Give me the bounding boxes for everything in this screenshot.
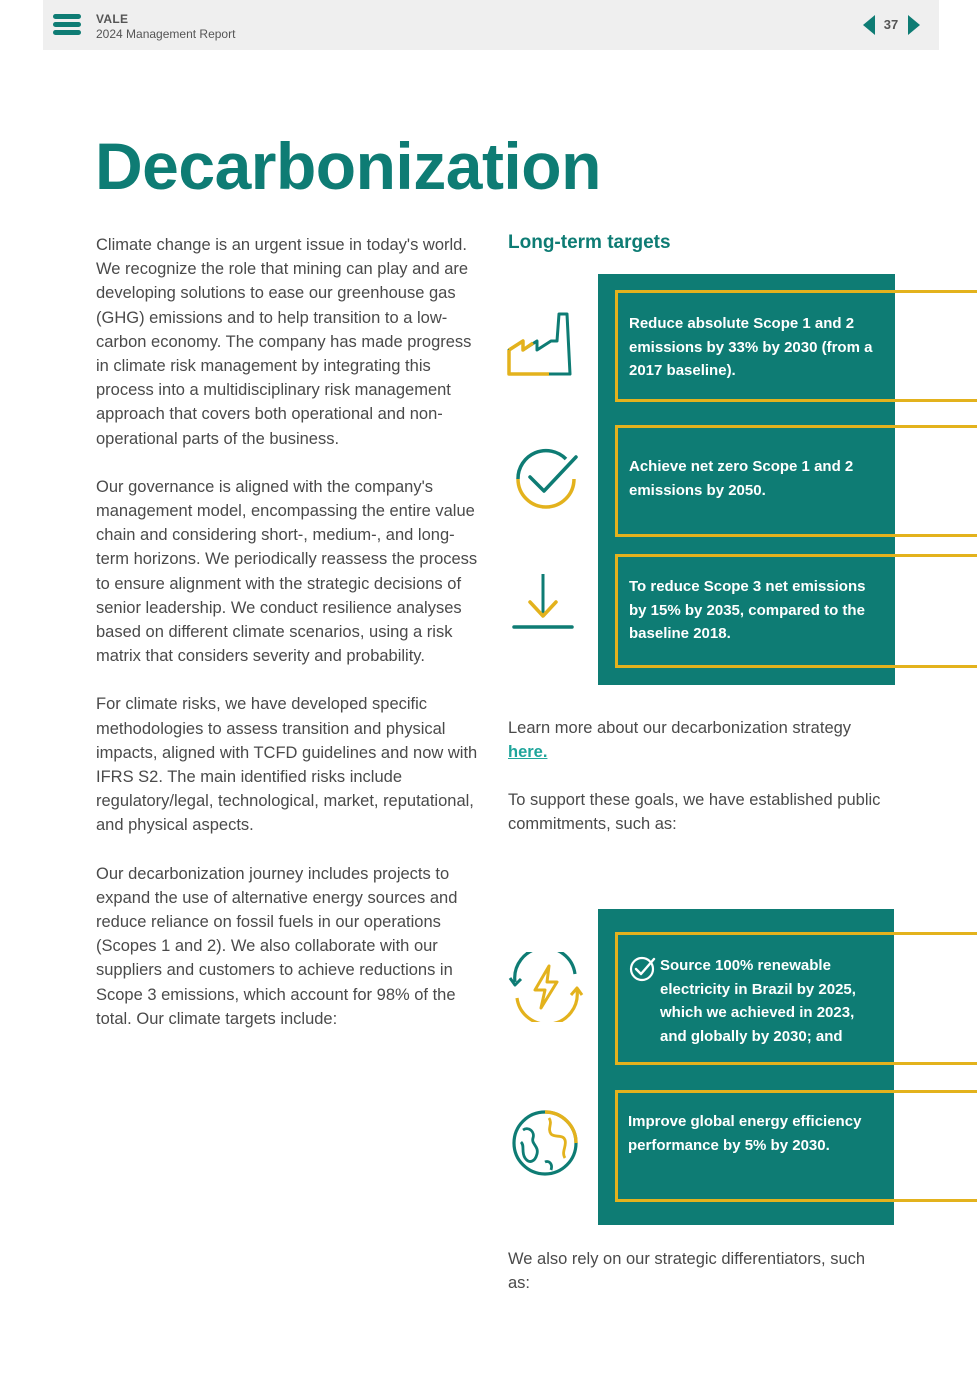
menu-icon[interactable] (53, 14, 81, 38)
report-subtitle: 2024 Management Report (96, 27, 236, 41)
factory-icon (505, 310, 577, 380)
body-text-column (96, 233, 481, 1055)
targets-heading: Long-term targets (508, 232, 671, 253)
decarbonization-strategy-link[interactable]: here. (508, 743, 548, 762)
checkmark-circle-icon (512, 447, 582, 511)
page-number: 37 (883, 17, 899, 32)
commitment-text: Source 100% renewable electricity in Brazil by 2025, which we achieved in 2023, and globally by 2030; and (660, 957, 856, 1045)
learn-more-text: Learn more about our decarbonization strategy (508, 719, 852, 737)
body-paragraph: Our decarbonization journey includes projects to expand the use of alternative energy sources and reduce reliance on fossil fuels in our operations (Scopes 1 and 2). We also collaborate with our suppliers and customers to achieve reductions in Scope 3 emissions, which account for 98% of the total. Our climate targets include: (96, 864, 458, 1028)
closing-paragraph: We also rely on our strategic differentiators, such as: (508, 1250, 866, 1293)
commitment-text: Improve global energy efficiency performance by 5% by 2030. (628, 1113, 862, 1154)
body-paragraph: Climate change is an urgent issue in today's world. We recognize the role that mining can play and are developing solutions to ease our greenhouse gas (GHG) emissions and to help transition to a low-carbon economy. The company has made progress in climate risk management by integrating this process into a multidisciplinary risk management approach that covers both operational and non-operational parts of the business. (96, 236, 472, 448)
body-paragraph: Our governance is aligned with the company's management model, encompassing the entire value chain and considering short-, medium-, and long-term horizons. We periodically reassess the process to ensure alignment with the strategic decisions of senior leadership. We conduct resilience analyses based on different climate scenarios, using a risk matrix that considers severity and probability. (96, 477, 478, 666)
check-circle-icon (629, 955, 657, 983)
next-page-button[interactable] (908, 15, 920, 35)
commitment-card (615, 932, 977, 1065)
brand-name: VALE (96, 12, 129, 26)
commitment-card (615, 1090, 977, 1202)
download-arrow-icon (512, 572, 576, 632)
support-paragraph: To support these goals, we have established public commitments, such as: (508, 791, 881, 834)
renewable-energy-icon (507, 952, 585, 1022)
target-card (615, 425, 977, 537)
body-paragraph: For climate risks, we have developed specific methodologies to assess transition and physical impacts, aligned with TCFD guidelines and now with IFRS S2. The main identified risks include regulatory/legal, technological, market, reputational, and physical aspects. (96, 695, 478, 835)
target-text: To reduce Scope 3 net emissions by 15% by 2035, compared to the baseline 2018. (629, 578, 866, 642)
previous-page-button[interactable] (863, 15, 875, 35)
learn-more-paragraph (508, 716, 888, 764)
page-title: Decarbonization (95, 129, 601, 203)
top-navigation-bar (43, 0, 939, 50)
target-text: Reduce absolute Scope 1 and 2 emissions by 33% by 2030 (from a 2017 baseline). (629, 315, 873, 379)
target-text: Achieve net zero Scope 1 and 2 emissions by 2050. (629, 458, 854, 499)
target-card (615, 290, 977, 402)
globe-icon (509, 1108, 581, 1178)
target-card (615, 554, 977, 668)
